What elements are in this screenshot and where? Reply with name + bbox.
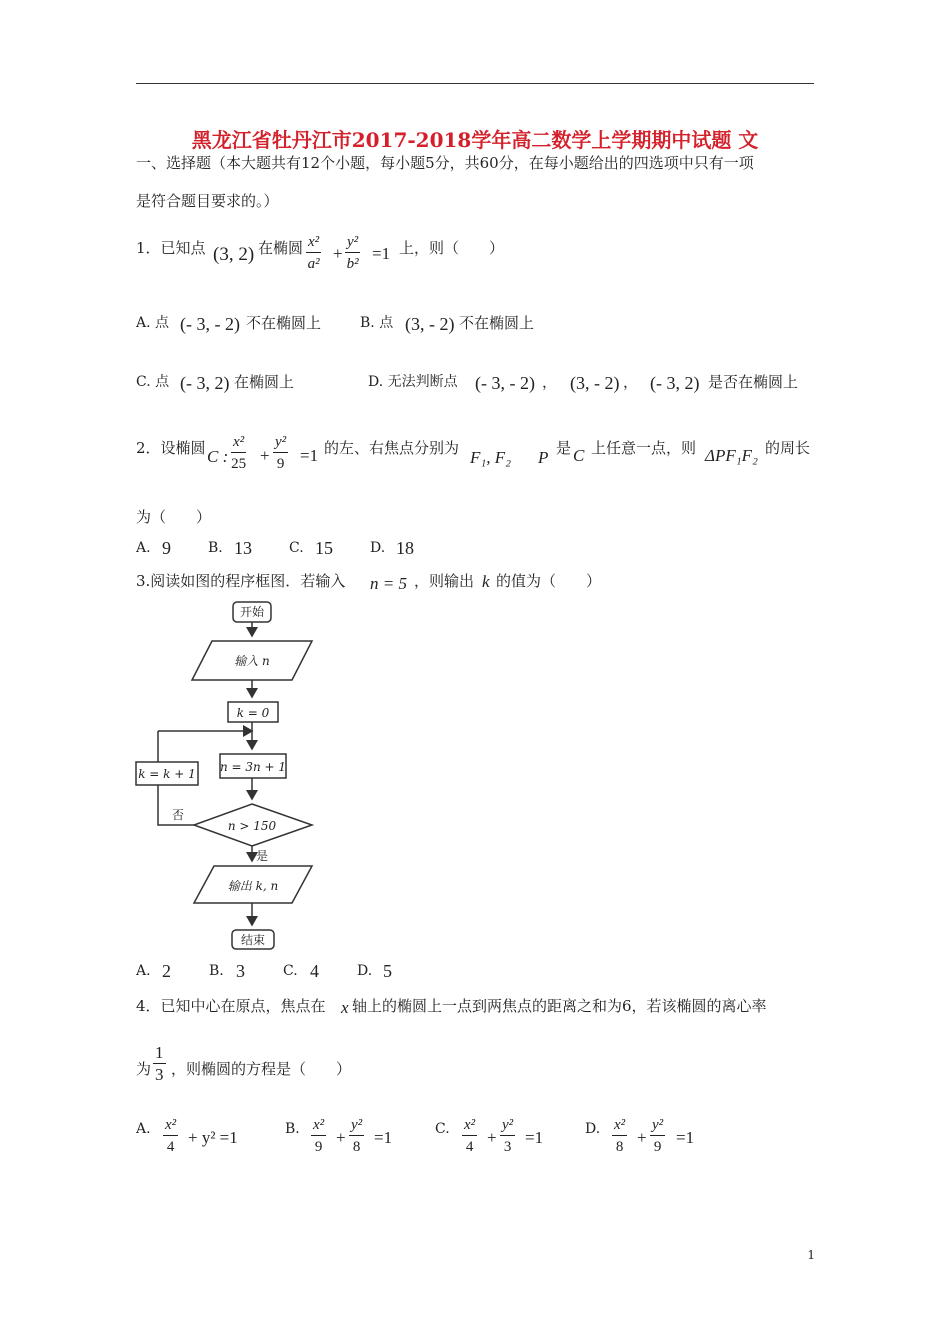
- q1-option-d-text: 是否在椭圆上: [708, 373, 799, 391]
- q4-option-b-yden: 8: [352, 1139, 361, 1155]
- q1-option-c-point: (- 3, 2): [180, 373, 230, 393]
- q2-frac-y: [273, 432, 288, 475]
- flow-update-k-label: k = k + 1: [138, 767, 196, 781]
- q1-option-d-point3: (- 3, 2): [650, 373, 700, 393]
- q1-point: (3, 2): [213, 244, 255, 265]
- q3-option-a-label: A.: [136, 963, 151, 979]
- q4-stem-mid: 轴上的椭圆上一点到两焦点的距离之和为6，若该椭圆的离心率: [352, 997, 767, 1015]
- q4-option-c-yden: 3: [503, 1139, 512, 1155]
- q1-option-d-point2: (3, - 2): [570, 373, 620, 393]
- q2-frac-x-num: x²: [233, 434, 245, 450]
- q1-frac-y-den: b²: [346, 256, 359, 272]
- q2-plus: +: [260, 446, 270, 465]
- q4-option-d-plus: +: [637, 1128, 647, 1147]
- q1-option-d-comma2: ，: [623, 373, 639, 391]
- q4-eccentricity-frac: [153, 1043, 166, 1086]
- q1-option-a-point: (- 3, - 2): [180, 314, 240, 334]
- flow-no-label: 否: [172, 808, 185, 822]
- q4-option-d-eq: =1: [676, 1128, 695, 1147]
- q4-option-b-xden: 9: [314, 1139, 323, 1155]
- q3-k-var: k: [482, 572, 490, 591]
- q4-option-a-label: A.: [136, 1121, 151, 1137]
- q1-option-d-label: D. 无法判断点: [368, 374, 458, 390]
- q3-option-a-value: 2: [162, 961, 171, 981]
- flow-start-label: 开始: [239, 605, 265, 619]
- flow-end-label: 结束: [240, 933, 266, 947]
- q2-c-var: C: [573, 446, 585, 465]
- q3-option-b-value: 3: [236, 961, 245, 981]
- flow-output-label: 输出 k, n: [227, 879, 279, 893]
- q2-equals: =1: [300, 446, 319, 465]
- q2-stem-any-point: 上任意一点，则: [591, 439, 697, 457]
- q3-option-d-label: D.: [357, 963, 373, 979]
- q1-option-c-label: C. 点: [136, 374, 170, 390]
- q1-option-b-label: B. 点: [360, 315, 394, 331]
- q4-option-c-eq: =1: [525, 1128, 544, 1147]
- q4-option-b-frac-x: [311, 1115, 326, 1158]
- q2-option-b-label: B.: [208, 540, 223, 556]
- q2-option-a-value: 9: [162, 538, 171, 558]
- q4-option-a-num: x²: [165, 1117, 177, 1133]
- q4-option-b-label: B.: [285, 1121, 300, 1137]
- q4-option-d-yden: 9: [653, 1139, 662, 1155]
- q4-frac-den: 3: [155, 1065, 164, 1084]
- q2-stem-start: 2．设椭圆: [136, 439, 206, 457]
- q3-option-d-value: 5: [383, 961, 392, 981]
- q2-option-d-value: 18: [396, 538, 414, 558]
- q2-stem-perimeter: 的周长: [765, 439, 811, 457]
- section-instructions-line1: 一、选择题（本大题共有12个小题，每小题5分，共60分，在每小题给出的四选项中只有一项: [136, 154, 754, 172]
- q1-frac-x-den: a²: [307, 256, 320, 272]
- q4-option-d-frac-y: [650, 1115, 665, 1158]
- q3-input-value: n = 5: [370, 574, 407, 593]
- q1-stem-end: 上，则（ ）: [399, 239, 505, 257]
- q4-option-a-rest: + y² =1: [188, 1128, 238, 1147]
- q3-stem-end: 的值为（ ）: [496, 572, 602, 590]
- q1-frac-y-num: y²: [347, 234, 359, 250]
- q4-x-var: x: [341, 998, 349, 1017]
- q1-frac-x-num: x²: [308, 234, 320, 250]
- q4-option-a-frac: [163, 1115, 178, 1158]
- q1-option-b-point: (3, - 2): [405, 314, 455, 334]
- q4-option-c-plus: +: [487, 1128, 497, 1147]
- q2-stem-end: 为（ ）: [136, 508, 212, 526]
- q2-option-d-label: D.: [370, 540, 386, 556]
- q1-stem-start: 1．已知点: [136, 239, 206, 257]
- q2-option-c-label: C.: [289, 540, 304, 556]
- flow-update-n-label: n = 3n + 1: [219, 760, 287, 774]
- q1-option-c-text: 在椭圆上: [234, 373, 295, 391]
- q1-option-b-text: 不在椭圆上: [459, 314, 535, 332]
- q3-stem-mid: ，则输出: [414, 572, 475, 590]
- q4-stem-for: 为: [136, 1060, 152, 1078]
- flow-condition-label: n > 150: [227, 819, 277, 833]
- q4-option-c-ynum: y²: [502, 1117, 514, 1133]
- q4-option-c-label: C.: [435, 1121, 450, 1137]
- q2-ellipse-name: C :: [207, 447, 229, 466]
- q2-stem-mid: 的左、右焦点分别为: [324, 439, 460, 457]
- q3-stem-start: 3.阅读如图的程序框图．若输入: [136, 572, 346, 590]
- q2-point-p: P: [538, 448, 549, 467]
- q1-option-a-label: A. 点: [136, 315, 170, 331]
- q3-option-c-label: C.: [283, 963, 298, 979]
- q1-stem-mid: 在椭圆: [258, 239, 304, 257]
- section-instructions-line2: 是符合题目要求的。）: [136, 192, 279, 210]
- q4-option-c-frac-y: [500, 1115, 515, 1158]
- q2-option-c-value: 15: [315, 538, 333, 558]
- q4-option-c-xden: 4: [465, 1139, 474, 1155]
- q4-frac-num: 1: [155, 1043, 164, 1062]
- q2-frac-x-den: 25: [231, 456, 247, 472]
- q1-plus: +: [333, 244, 343, 263]
- flow-input-label: 输入 n: [234, 654, 270, 668]
- q1-frac-y: [345, 232, 360, 275]
- q2-option-b-value: 13: [234, 538, 252, 558]
- q2-frac-y-num: y²: [275, 434, 287, 450]
- q2-triangle: ΔPF₁F₂: [705, 446, 758, 465]
- q2-option-a-label: A.: [136, 540, 151, 556]
- q4-option-d-ynum: y²: [652, 1117, 664, 1133]
- q1-option-d-comma1: ，: [542, 373, 558, 391]
- q4-option-b-eq: =1: [374, 1128, 393, 1147]
- q4-option-c-frac-x: [462, 1115, 477, 1158]
- q2-frac-y-den: 9: [276, 456, 285, 472]
- q4-option-a-den: 4: [166, 1139, 175, 1155]
- q4-option-d-xnum: x²: [614, 1117, 626, 1133]
- q4-option-b-xnum: x²: [313, 1117, 325, 1133]
- page-number: 1: [807, 1248, 815, 1262]
- q4-option-b-ynum: y²: [351, 1117, 363, 1133]
- q3-option-c-value: 4: [310, 961, 319, 981]
- q4-option-b-plus: +: [336, 1128, 346, 1147]
- q2-frac-x: [231, 432, 246, 475]
- page-title: 黑龙江省牡丹江市2017-2018学年高二数学上学期期中试题 文: [191, 128, 759, 152]
- q1-option-d-point1: (- 3, - 2): [475, 373, 535, 393]
- q2-stem-is: 是: [556, 439, 572, 457]
- q4-stem-start: 4．已知中心在原点，焦点在: [136, 997, 326, 1015]
- q3-flowchart: [132, 598, 318, 952]
- q4-option-d-xden: 8: [615, 1139, 624, 1155]
- q4-stem-end: ，则椭圆的方程是（ ）: [171, 1060, 352, 1078]
- q1-option-a-text: 不在椭圆上: [246, 314, 322, 332]
- q2-foci: F₁, F₂: [470, 448, 512, 467]
- q4-option-c-xnum: x²: [464, 1117, 476, 1133]
- flow-yes-label: 是: [256, 849, 269, 863]
- q4-option-d-frac-x: [612, 1115, 627, 1158]
- q1-frac-x: [306, 232, 321, 275]
- q4-option-b-frac-y: [349, 1115, 364, 1158]
- q3-option-b-label: B.: [209, 963, 224, 979]
- q4-option-d-label: D.: [585, 1121, 601, 1137]
- q1-equals: =1: [372, 244, 391, 263]
- header-rule: [136, 83, 814, 84]
- flow-init-label: k = 0: [236, 706, 270, 720]
